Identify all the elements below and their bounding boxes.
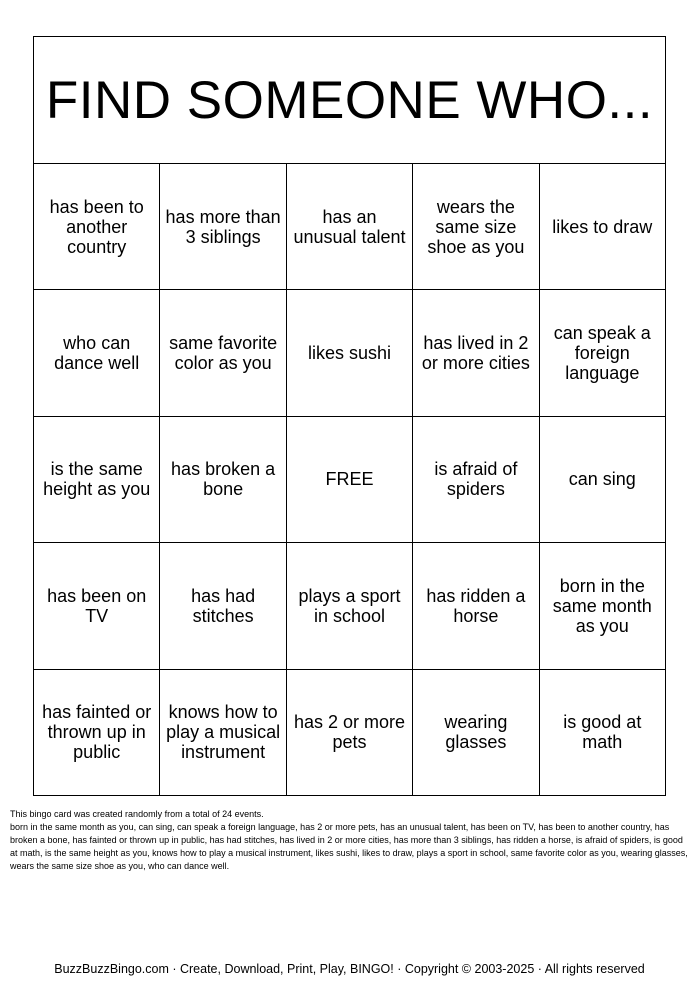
bingo-cell: is good at math [540,670,666,796]
bingo-cell: has an unusual talent [287,164,413,290]
bingo-cell: has more than 3 siblings [160,164,286,290]
card-title: FIND SOMEONE WHO... [34,37,666,164]
bingo-cell: knows how to play a musical instrument [160,670,286,796]
bingo-cell: likes to draw [540,164,666,290]
bingo-grid [34,164,666,796]
bingo-card [33,36,666,796]
bingo-cell: has 2 or more pets [287,670,413,796]
info-events-list: born in the same month as you, can sing, can speak a foreign language, has 2 or more pets, has an unusual talent, has been on TV, has been to another country, has broken a bone, has fainted or thrown up in public, has had stitches, has lived in 2 or more cities, has more than 3 siblings, has ridden a horse, is afraid of spiders, is good at math, is the same height as you, knows how to play a musical instrument, likes sushi, likes to draw, plays a sport in school, same favorite color as you, wearing glasses, wears the same size shoe as you, who can dance well. [10,822,688,871]
bingo-cell: same favorite color as you [160,290,286,416]
bingo-cell: is afraid of spiders [413,417,539,543]
bingo-cell: can sing [540,417,666,543]
bingo-cell: can speak a foreign language [540,290,666,416]
bingo-cell: has been on TV [34,543,160,669]
bingo-cell: wears the same size shoe as you [413,164,539,290]
card-info [10,808,690,873]
bingo-cell: has ridden a horse [413,543,539,669]
bingo-cell: has broken a bone [160,417,286,543]
bingo-cell: born in the same month as you [540,543,666,669]
bingo-cell: has been to another country [34,164,160,290]
bingo-cell: wearing glasses [413,670,539,796]
free-space-cell: FREE [287,417,413,543]
bingo-cell: plays a sport in school [287,543,413,669]
bingo-cell: has had stitches [160,543,286,669]
info-summary: This bingo card was created randomly from a total of 24 events. [10,809,264,819]
bingo-cell: has lived in 2 or more cities [413,290,539,416]
bingo-cell: has fainted or thrown up in public [34,670,160,796]
bingo-cell: likes sushi [287,290,413,416]
page-footer: BuzzBuzzBingo.com · Create, Download, Print, Play, BINGO! · Copyright © 2003-2025 · All rights reserved [54,962,645,976]
bingo-cell: who can dance well [34,290,160,416]
bingo-cell: is the same height as you [34,417,160,543]
